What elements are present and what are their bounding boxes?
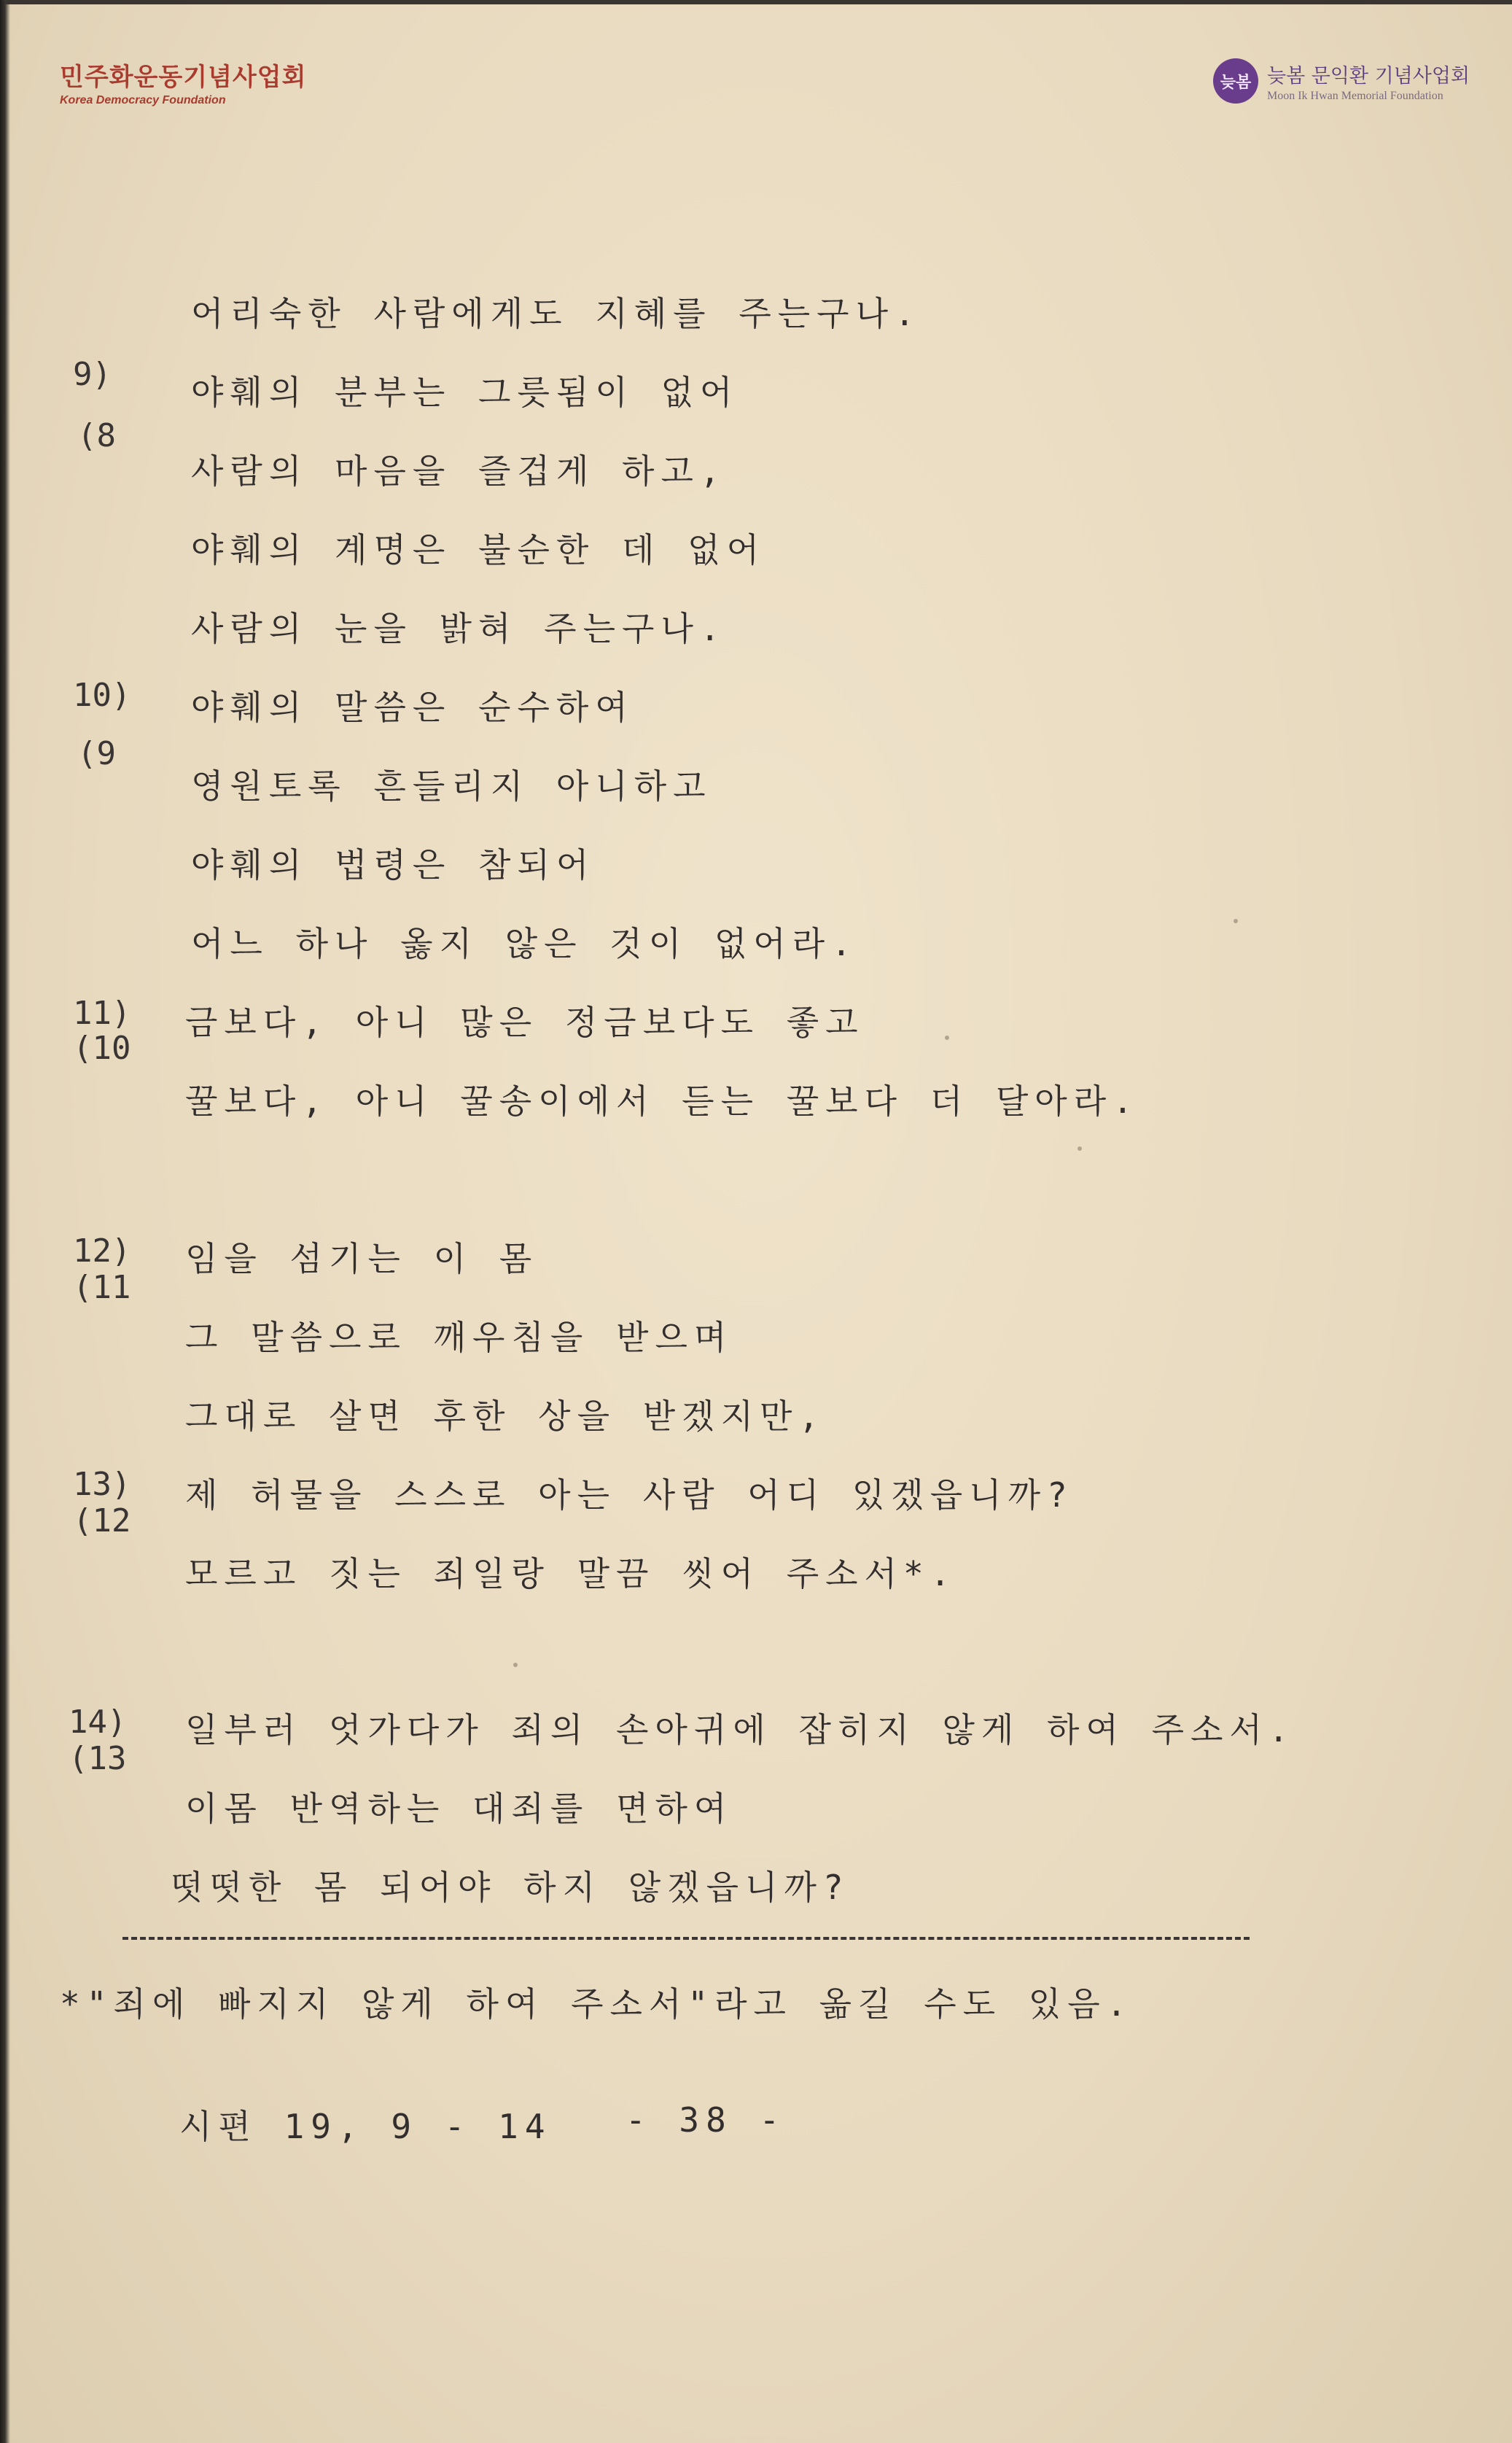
scan-binding-edge — [0, 0, 10, 2443]
verse-number: 13) — [73, 1466, 131, 1503]
footnote: *"죄에 빠지지 않게 하여 주소서"라고 옮길 수도 있음. — [60, 1984, 1134, 2024]
verse-number-alt: (11 — [73, 1269, 131, 1306]
verse-number: 10) — [73, 677, 131, 714]
paper-speck — [1234, 919, 1238, 923]
verse-line: 야훼의 분부는 그릇됨이 없어 — [191, 373, 739, 412]
paper-speck — [513, 1663, 518, 1667]
paper-speck — [1078, 1146, 1082, 1151]
footnote-divider — [122, 1937, 1250, 1940]
verse-line: 이몸 반역하는 대죄를 면하여 — [185, 1789, 733, 1828]
verse-line: 그 말씀으로 깨우침을 받으며 — [185, 1318, 733, 1357]
verse-line: 야훼의 계명은 불순한 데 없어 — [191, 530, 766, 570]
verse-line: 꿀보다, 아니 꿀송이에서 듣는 꿀보다 더 달아라. — [185, 1081, 1139, 1121]
neutbom-seal-icon: 늦봄 — [1213, 58, 1258, 104]
korea-democracy-foundation-logo — [60, 57, 306, 107]
verse-line: 어느 하나 옳지 않은 것이 없어라. — [191, 924, 858, 963]
verse-line: 제 허물을 스스로 아는 사람 어디 있겠읍니까? — [185, 1475, 1074, 1515]
scripture-reference: 시편 19, 9 - 14 — [179, 2107, 552, 2146]
verse-line: 사람의 마음을 즐겁게 하고, — [191, 451, 727, 491]
verse-line: 어리숙한 사람에게도 지혜를 주는구나. — [191, 294, 921, 333]
verse-number-alt: (9 — [77, 735, 116, 772]
verse-number: 12) — [73, 1232, 131, 1270]
verse-line: 금보다, 아니 많은 정금보다도 좋고 — [185, 1003, 865, 1042]
verse-number-alt: (13 — [69, 1740, 127, 1777]
verse-number-alt: (10 — [73, 1030, 131, 1067]
verse-number: 11) — [73, 995, 131, 1032]
left-logo-korean: 민주화운동기념사업회 — [60, 63, 307, 92]
verse-line: 떳떳한 몸 되어야 하지 않겠읍니까? — [171, 1868, 850, 1907]
verse-number: 14) — [69, 1704, 127, 1741]
verse-line: 모르고 짓는 죄일랑 말끔 씻어 주소서*. — [185, 1554, 957, 1593]
moon-ik-hwan-foundation-logo — [1213, 58, 1470, 104]
verse-line: 일부러 엇가다가 죄의 손아귀에 잡히지 않게 하여 주소서. — [185, 1710, 1295, 1749]
verse-line: 야훼의 법령은 참되어 — [191, 845, 596, 885]
scan-top-edge — [0, 0, 1512, 4]
right-logo-korean: 늦봄 문익환 기념사업회 — [1267, 64, 1470, 88]
left-logo-english: Korea Democracy Foundation — [60, 94, 226, 106]
verse-number-alt: (8 — [77, 417, 116, 454]
verse-line: 야훼의 말씀은 순수하여 — [191, 688, 634, 727]
page-number: - 38 - — [626, 2100, 787, 2140]
verse-line: 사람의 눈을 밝혀 주는구나. — [191, 609, 727, 648]
verse-line: 영원토록 흔들리지 아니하고 — [191, 766, 712, 806]
verse-number-alt: (12 — [73, 1502, 131, 1539]
verse-line: 임을 섬기는 이 몸 — [185, 1239, 539, 1278]
verse-number: 9) — [73, 356, 112, 393]
verse-line: 그대로 살면 후한 상을 받겠지만, — [185, 1397, 826, 1436]
right-logo-english: Moon Ik Hwan Memorial Foundation — [1267, 89, 1443, 102]
paper-speck — [945, 1036, 949, 1040]
